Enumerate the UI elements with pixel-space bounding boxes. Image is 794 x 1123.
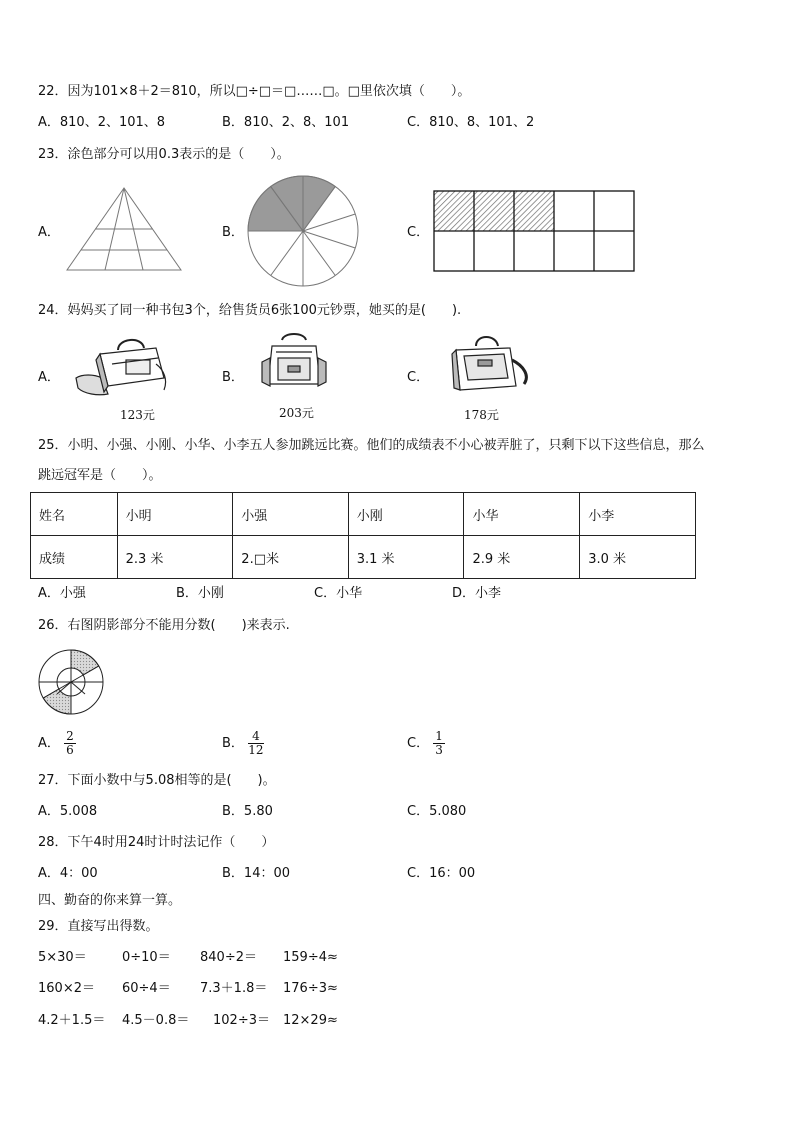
q24-price-a: 123元 xyxy=(120,408,155,422)
calc-item: 0÷10＝ xyxy=(122,950,171,965)
triangle-figure xyxy=(64,186,184,274)
q22-stem: 22．因为101×8＋2＝810，所以□÷□＝□……□。□里依次填（ ）。 xyxy=(38,84,471,99)
table-cell: 小强 xyxy=(233,493,348,536)
q26-option-c xyxy=(407,729,445,759)
q23-label-c: C． xyxy=(407,225,430,240)
table-cell: 小刚 xyxy=(348,493,464,536)
handbag-icon xyxy=(72,334,170,400)
q24-price-b: 203元 xyxy=(279,406,314,420)
table-header-row xyxy=(31,493,696,536)
table-cell: 2.□米 xyxy=(233,536,348,579)
calc-item: 102÷3＝ xyxy=(213,1013,270,1028)
score-table xyxy=(30,492,696,579)
table-cell: 小李 xyxy=(580,493,696,536)
q24-price-c: 178元 xyxy=(464,408,499,422)
ring-figure xyxy=(37,648,105,716)
q22-option-a: A．810、2、101、8 xyxy=(38,115,166,130)
q22-option-c: C．810、8、101、2 xyxy=(407,115,535,130)
table-cell: 成绩 xyxy=(31,536,118,579)
q25-stem-line1: 25．小明、小强、小刚、小华、小李五人参加跳远比赛。他们的成绩表不小心被弄脏了，只剩下以下这些信息，那么 xyxy=(38,438,705,453)
q23-label-a: A． xyxy=(38,225,60,240)
section-title: 四、勤奋的你来算一算。 xyxy=(38,893,182,908)
numerator: 1 xyxy=(435,729,443,743)
option-label: B． xyxy=(222,736,244,751)
q27-option-c: C．5.080 xyxy=(407,804,467,819)
q29-stem: 29．直接写出得数。 xyxy=(38,919,159,934)
grid-figure xyxy=(433,190,635,272)
calc-item: 5×30＝ xyxy=(38,950,87,965)
q26-option-b xyxy=(222,729,264,759)
q23-label-b: B． xyxy=(222,225,244,240)
q28-stem: 28．下午4时用24时计时法记作（ ） xyxy=(38,835,275,850)
q23-stem: 23．涂色部分可以用0.3表示的是（ ）。 xyxy=(38,147,290,162)
table-row xyxy=(31,536,696,579)
q22-option-b: B．810、2、8、101 xyxy=(222,115,350,130)
q28-option-a: A．4：00 xyxy=(38,866,98,881)
fraction-c xyxy=(433,730,445,757)
q25-option-c: C．小华 xyxy=(314,586,363,601)
option-label: A． xyxy=(38,736,60,751)
fraction-b xyxy=(248,730,264,757)
calc-item: 4.5－0.8＝ xyxy=(122,1013,190,1028)
calc-item: 840÷2＝ xyxy=(200,950,257,965)
q27-option-b: B．5.80 xyxy=(222,804,273,819)
circle-pie-figure xyxy=(246,174,360,288)
table-cell: 小华 xyxy=(464,493,580,536)
q27-option-a: A．5.008 xyxy=(38,804,98,819)
q25-option-d: D．小李 xyxy=(452,586,502,601)
calc-item: 12×29≈ xyxy=(283,1013,338,1028)
q24-label-b: B． xyxy=(222,370,244,385)
q28-option-b: B．14：00 xyxy=(222,866,291,881)
denominator: 6 xyxy=(66,743,74,757)
table-cell: 小明 xyxy=(117,493,233,536)
schoolbag-icon xyxy=(446,332,532,398)
calc-item: 7.3＋1.8＝ xyxy=(200,981,268,996)
table-cell: 姓名 xyxy=(31,493,118,536)
q26-option-a xyxy=(38,729,76,759)
table-cell: 2.3 米 xyxy=(117,536,233,579)
table-cell: 3.0 米 xyxy=(580,536,696,579)
q24-label-a: A． xyxy=(38,370,60,385)
q25-stem-line2: 跳远冠军是（ ）。 xyxy=(38,468,162,483)
fraction-a xyxy=(64,730,76,757)
calc-item: 159÷4≈ xyxy=(283,950,338,965)
q26-stem: 26．右图阴影部分不能用分数( )来表示. xyxy=(38,618,290,633)
numerator: 4 xyxy=(252,729,260,743)
denominator: 3 xyxy=(435,743,443,757)
calc-item: 60÷4＝ xyxy=(122,981,171,996)
q25-option-b: B．小刚 xyxy=(176,586,224,601)
q24-label-c: C． xyxy=(407,370,430,385)
calc-item: 4.2＋1.5＝ xyxy=(38,1013,106,1028)
option-label: C． xyxy=(407,736,430,751)
denominator: 12 xyxy=(248,743,264,757)
calc-item: 160×2＝ xyxy=(38,981,95,996)
table-cell: 2.9 米 xyxy=(464,536,580,579)
table-cell: 3.1 米 xyxy=(348,536,464,579)
numerator: 2 xyxy=(66,729,74,743)
q25-option-a: A．小强 xyxy=(38,586,86,601)
q24-stem: 24．妈妈买了同一种书包3个，给售货员6张100元钞票，她买的是( ). xyxy=(38,303,462,318)
calc-item: 176÷3≈ xyxy=(283,981,338,996)
backpack-icon xyxy=(260,332,328,394)
q28-option-c: C．16：00 xyxy=(407,866,476,881)
q27-stem: 27．下面小数中与5.08相等的是( )。 xyxy=(38,773,276,788)
